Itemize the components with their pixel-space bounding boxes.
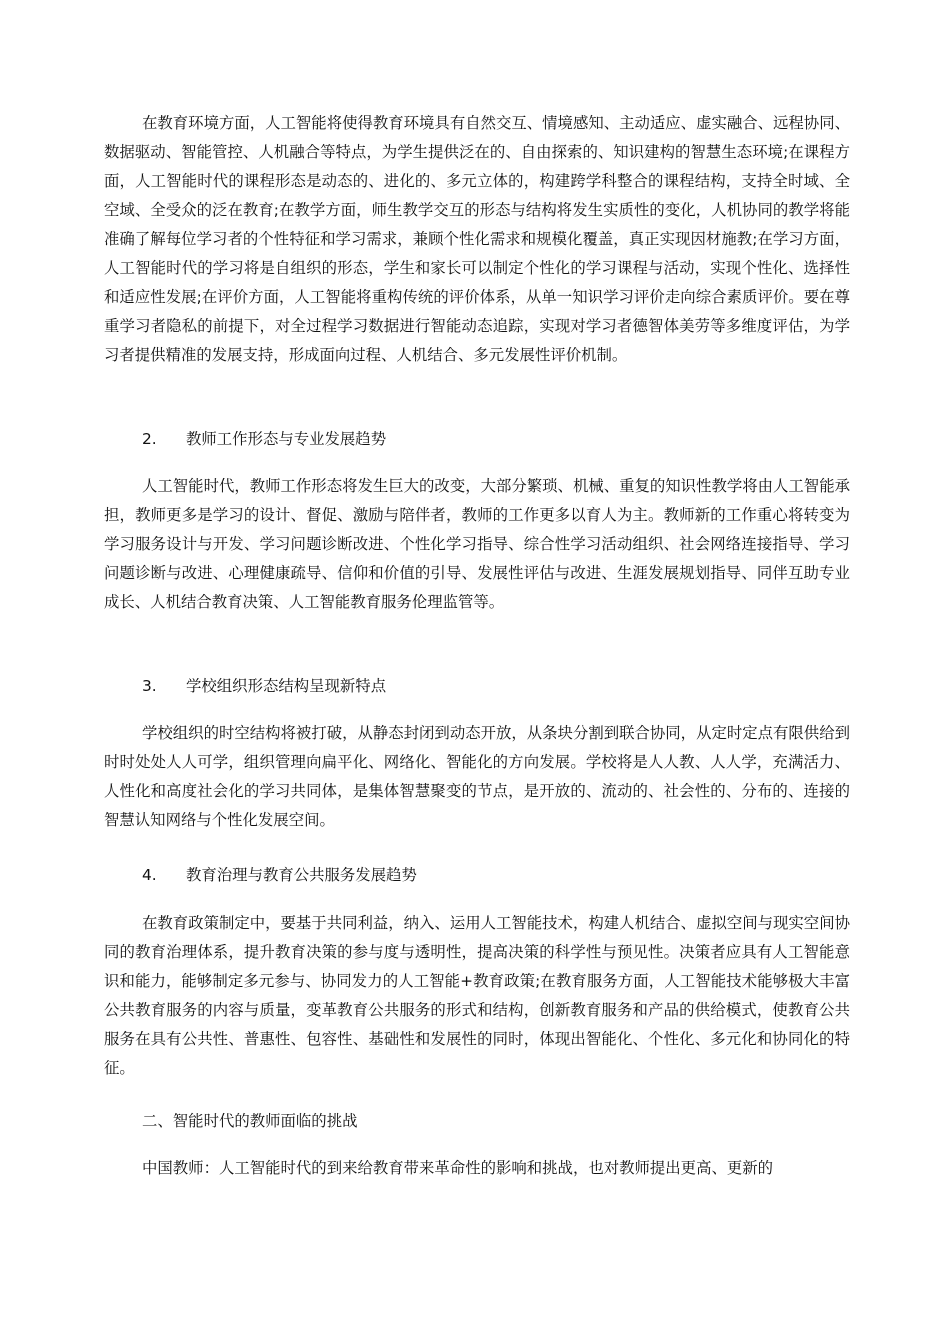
paragraph-china-teacher: 中国教师：人工智能时代的到来给教育带来革命性的影响和挑战，也对教师提出更高、更新的	[142, 1159, 774, 1177]
section-heading-teacher-challenges: 二、智能时代的教师面临的挑战	[142, 1112, 358, 1130]
heading-text: 教师工作形态与专业发展趋势	[186, 430, 387, 448]
heading-text: 学校组织形态结构呈现新特点	[186, 677, 387, 695]
heading-number: 2.	[142, 430, 157, 448]
paragraph-education-governance: 在教育政策制定中，要基于共同利益，纳入、运用人工智能技术，构建人机结合、虚拟空间与现实空间协同的教育治理体系，提升教育决策的参与度与透明性，提高决策的科学性与预见性。决策者应具有人工智能意识和能力，能够制定多元参与、协同发力的人工智能+教育政策;在教育服务方面，人工智能技术能够极大丰富公共教育服务的内容与质量，变革教育公共服务的形式和结构，创新教育服务和产品的供给模式，使教育公共服务在具有公共性、普惠性、包容性、基础性和发展性的同时，体现出智能化、个性化、多元化和协同化的特征。	[104, 914, 850, 1077]
paragraph-education-environment: 在教育环境方面，人工智能将使得教育环境具有自然交互、情境感知、主动适应、虚实融合、远程协同、数据驱动、智能管控、人机融合等特点，为学生提供泛在的、自由探索的、知识建构的智慧生态环境;在课程方面，人工智能时代的课程形态是动态的、进化的、多元立体的，构建跨学科整合的课程结构，支持全时域、全空域、全受众的泛在教育;在教学方面，师生教学交互的形态与结构将发生实质性的变化，人机协同的教学将能准确了解每位学习者的个性特征和学习需求，兼顾个性化需求和规模化覆盖，真正实现因材施教;在学习方面，人工智能时代的学习将是自组织的形态，学生和家长可以制定个性化的学习课程与活动，实现个性化、选择性和适应性发展;在评价方面，人工智能将重构传统的评价体系，从单一知识学习评价走向综合素质评价。要在尊重学习者隐私的前提下，对全过程学习数据进行智能动态追踪，实现对学习者德智体美劳等多维度评估，为学习者提供精准的发展支持，形成面向过程、人机结合、多元发展性评价机制。	[104, 114, 850, 364]
heading-education-governance	[142, 861, 417, 890]
paragraph-school-organization: 学校组织的时空结构将被打破，从静态封闭到动态开放，从条块分割到联合协同，从定时定点有限供给到时时处处人人可学，组织管理向扁平化、网络化、智能化的方向发展。学校将是人人教、人人学，充满活力、人性化和高度社会化的学习共同体，是集体智慧聚变的节点，是开放的、流动的、社会性的、分布的、连接的智慧认知网络与个性化发展空间。	[104, 724, 850, 829]
heading-number: 3.	[142, 677, 157, 695]
heading-school-organization	[142, 672, 386, 701]
heading-text: 教育治理与教育公共服务发展趋势	[186, 866, 417, 884]
heading-number: 4.	[142, 866, 157, 884]
heading-teacher-work-trends	[142, 425, 386, 454]
paragraph-teacher-work: 人工智能时代，教师工作形态将发生巨大的改变，大部分繁琐、机械、重复的知识性教学将由人工智能承担，教师更多是学习的设计、督促、激励与陪伴者，教师的工作更多以育人为主。教师新的工作重心将转变为学习服务设计与开发、学习问题诊断改进、个性化学习指导、综合性学习活动组织、社会网络连接指导、学习问题诊断与改进、心理健康疏导、信仰和价值的引导、发展性评估与改进、生涯发展规划指导、同伴互助专业成长、人机结合教育决策、人工智能教育服务伦理监管等。	[104, 477, 850, 611]
